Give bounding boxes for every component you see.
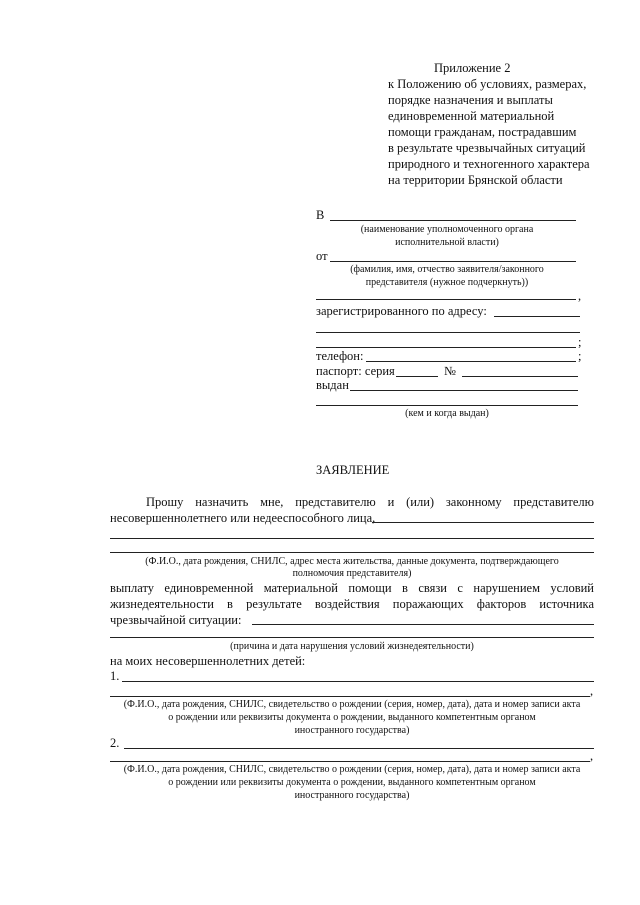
reason-field[interactable] <box>110 637 594 638</box>
appendix-line: единовременной материальной <box>388 109 555 123</box>
number-sign: № <box>444 364 456 378</box>
minor-hint: полномочия представителя) <box>292 568 412 579</box>
child-hint: о рождении или реквизиты документа о рождении, выданного компетентным органом <box>168 777 536 788</box>
issued-field[interactable] <box>316 405 578 406</box>
from-label: от <box>316 249 328 263</box>
to-hint: (наименование уполномоченного органа <box>360 224 534 235</box>
minor-name-field[interactable] <box>110 538 594 539</box>
passport-series-field[interactable] <box>396 376 438 377</box>
paragraph-line: чрезвычайной ситуации: <box>110 613 242 627</box>
minor-hint: (Ф.И.О., дата рождения, СНИЛС, адрес места жительства, данные документа, подтверждающего <box>145 556 559 567</box>
appendix-line: помощи гражданам, пострадавшим <box>388 125 577 139</box>
from-field[interactable] <box>330 261 576 262</box>
issued-label: выдан <box>316 378 349 392</box>
paragraph-line: жизнедеятельности в результате воздействия поражающих факторов источника <box>110 597 594 611</box>
reason-hint: (причина и дата нарушения условий жизнедеятельности) <box>230 641 474 652</box>
child-1-field[interactable] <box>122 681 594 682</box>
child-hint: (Ф.И.О., дата рождения, СНИЛС, свидетельство о рождении (серия, номер, дата), дата и номер записи акта <box>123 764 581 775</box>
appendix-line: на территории Брянской области <box>388 173 563 187</box>
passport-number-field[interactable] <box>462 376 578 377</box>
child-hint: о рождении или реквизиты документа о рождении, выданного компетентным органом <box>168 712 536 723</box>
phone-field[interactable] <box>366 361 576 362</box>
phone-label: телефон: <box>316 349 364 363</box>
address-field[interactable] <box>316 332 580 333</box>
comma: , <box>578 289 582 303</box>
child-hint: иностранного государства) <box>294 725 410 736</box>
appendix-line: природного и техногенного характера <box>388 157 590 171</box>
comma: , <box>590 684 594 698</box>
semicolon: ; <box>578 349 582 363</box>
appendix-line: к Положению об условиях, размерах, <box>388 77 587 91</box>
paragraph-line: несовершеннолетнего или недееспособного лица, <box>110 511 376 525</box>
appendix-line: в результате чрезвычайных ситуаций <box>388 141 586 155</box>
issued-field[interactable] <box>350 390 578 391</box>
from-hint: (фамилия, имя, отчество заявителя/законного <box>350 264 544 275</box>
comma: , <box>590 749 594 763</box>
registered-label: зарегистрированного по адресу: <box>316 304 487 318</box>
child-1-field[interactable] <box>110 696 590 697</box>
from-field-cont[interactable] <box>316 299 576 300</box>
to-hint: исполнительной власти) <box>395 237 499 248</box>
paragraph-line: выплату единовременной материальной помощи в связи с нарушением условий <box>110 581 594 595</box>
child-number: 1. <box>110 669 120 683</box>
minor-name-field[interactable] <box>372 522 594 523</box>
address-field[interactable] <box>494 316 580 317</box>
reason-field[interactable] <box>252 624 594 625</box>
child-hint: иностранного государства) <box>294 790 410 801</box>
appendix-title: Приложение 2 <box>434 61 511 75</box>
document-title: ЗАЯВЛЕНИЕ <box>316 463 390 477</box>
child-number: 2. <box>110 736 120 750</box>
semicolon: ; <box>578 335 582 349</box>
child-2-field[interactable] <box>110 761 590 762</box>
child-hint: (Ф.И.О., дата рождения, СНИЛС, свидетельство о рождении (серия, номер, дата), дата и номер записи акта <box>123 699 581 710</box>
issued-hint: (кем и когда выдан) <box>405 408 489 419</box>
passport-label: паспорт: серия <box>316 364 395 378</box>
from-hint: представителя (нужное подчеркнуть)) <box>365 277 529 288</box>
children-label: на моих несовершеннолетних детей: <box>110 654 306 668</box>
child-2-field[interactable] <box>124 748 594 749</box>
minor-name-field[interactable] <box>110 552 594 553</box>
appendix-line: порядке назначения и выплаты <box>388 93 553 107</box>
paragraph-line: Прошу назначить мне, представителю и (или) законному представителю <box>146 495 594 509</box>
to-label: В <box>316 208 325 222</box>
to-field[interactable] <box>330 220 576 221</box>
